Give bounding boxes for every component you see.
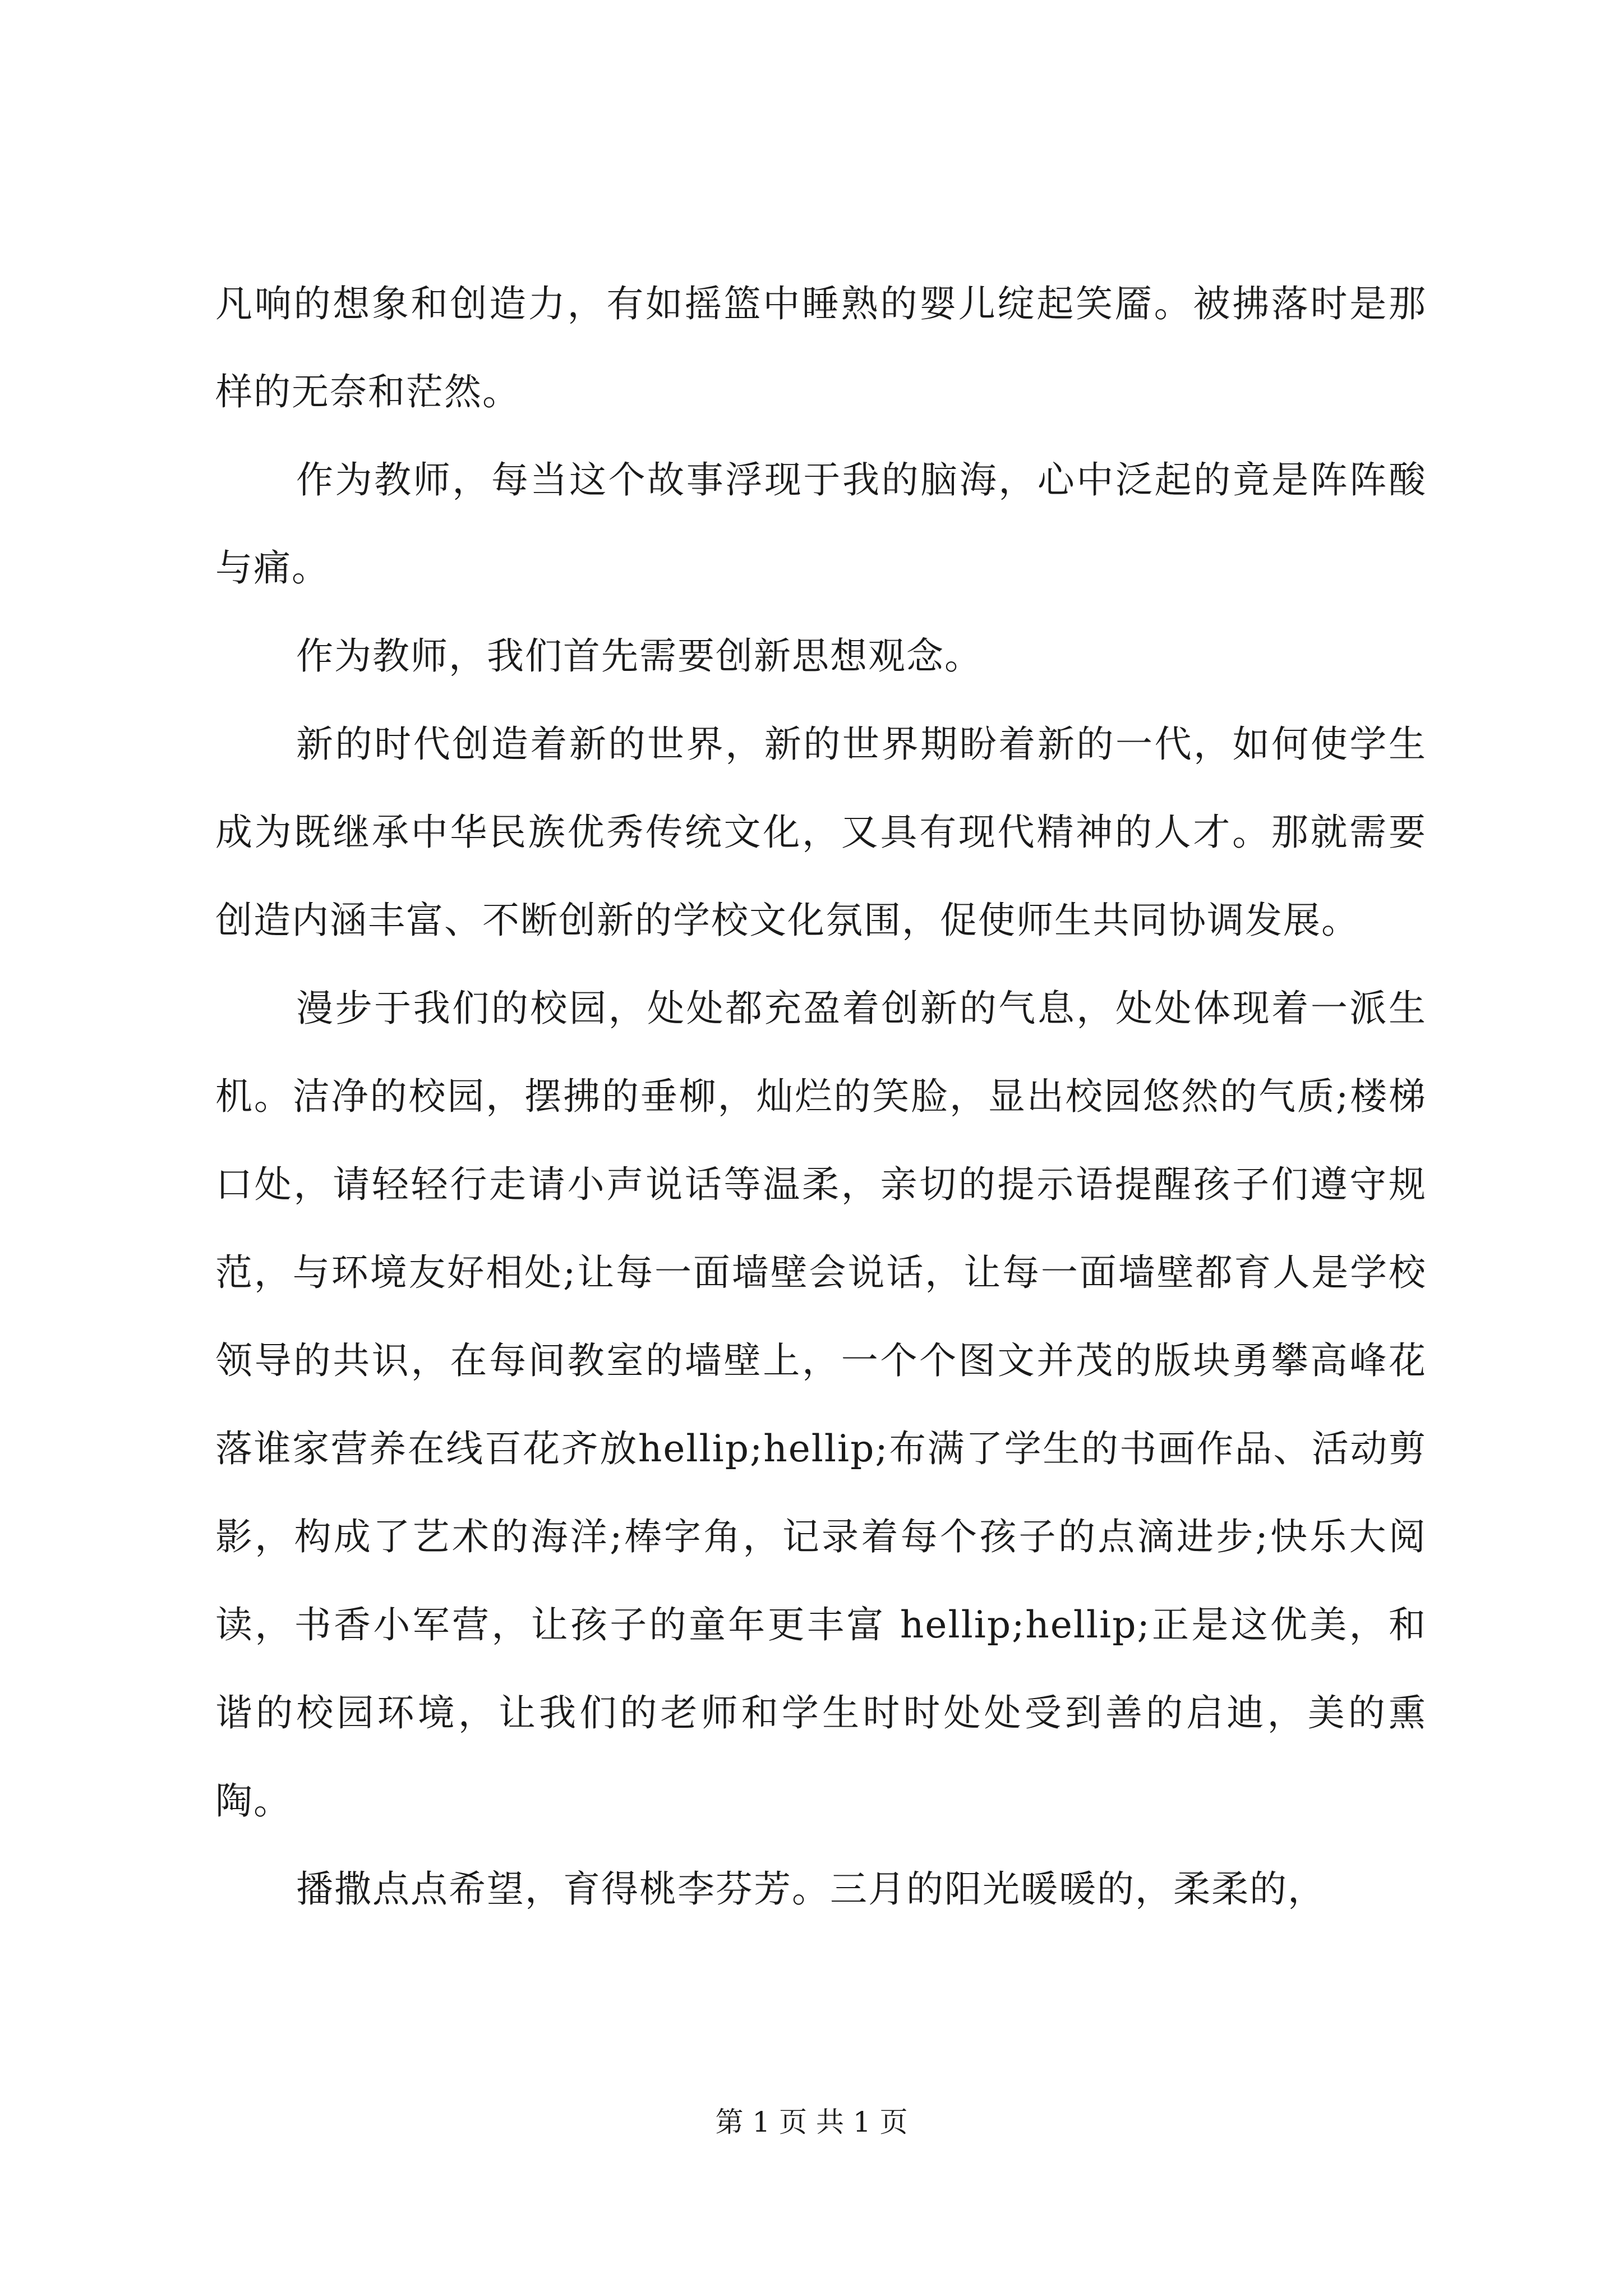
document-body xyxy=(215,260,1427,1933)
paragraph-3: 作为教师，我们首先需要创新思想观念。 xyxy=(296,634,983,678)
paragraph-1: 凡响的想象和创造力，有如摇篮中睡熟的婴儿绽起笑靥。被拂落时是那样的无奈和茫然。 xyxy=(215,282,1427,413)
paragraph-5: 漫步于我们的校园，处处都充盈着创新的气息，处处体现着一派生机。洁净的校园，摆拂的垂柳，灿烂的笑脸，显出校园悠然的气质;楼梯口处，请轻轻行走请小声说话等温柔，亲切的提示语提醒孩子们遵守规范，与环境友好相处;让每一面墙壁会说话，让每一面墙壁都育人是学校领导的共识，在每间教室的墙壁上，一个个图文并茂的版块勇攀高峰花落谁家营养在线百花齐放hellip;hellip;布满了学生的书画作品、活动剪影，构成了艺术的海洋;棒字角，记录着每个孩子的点滴进步;快乐大阅读，书香小军营，让孩子的童年更丰富 hellip;hellip;正是这优美，和谐的校园环境，让我们的老师和学生时时处处受到善的启迪，美的熏陶。 xyxy=(215,987,1427,1823)
paragraph-4: 新的时代创造着新的世界，新的世界期盼着新的一代，如何使学生成为既继承中华民族优秀传统文化，又具有现代精神的人才。那就需要创造内涵丰富、不断创新的学校文化氛围，促使师生共同协调发展。 xyxy=(215,723,1427,942)
paragraph-2: 作为教师，每当这个故事浮现于我的脑海，心中泛起的竟是阵阵酸与痛。 xyxy=(215,458,1427,590)
page-footer: 第 1 页 共 1 页 xyxy=(715,2106,908,2138)
paragraph-6: 播撒点点希望，育得桃李芬芳。三月的阳光暖暖的，柔柔的， xyxy=(296,1867,1326,1911)
